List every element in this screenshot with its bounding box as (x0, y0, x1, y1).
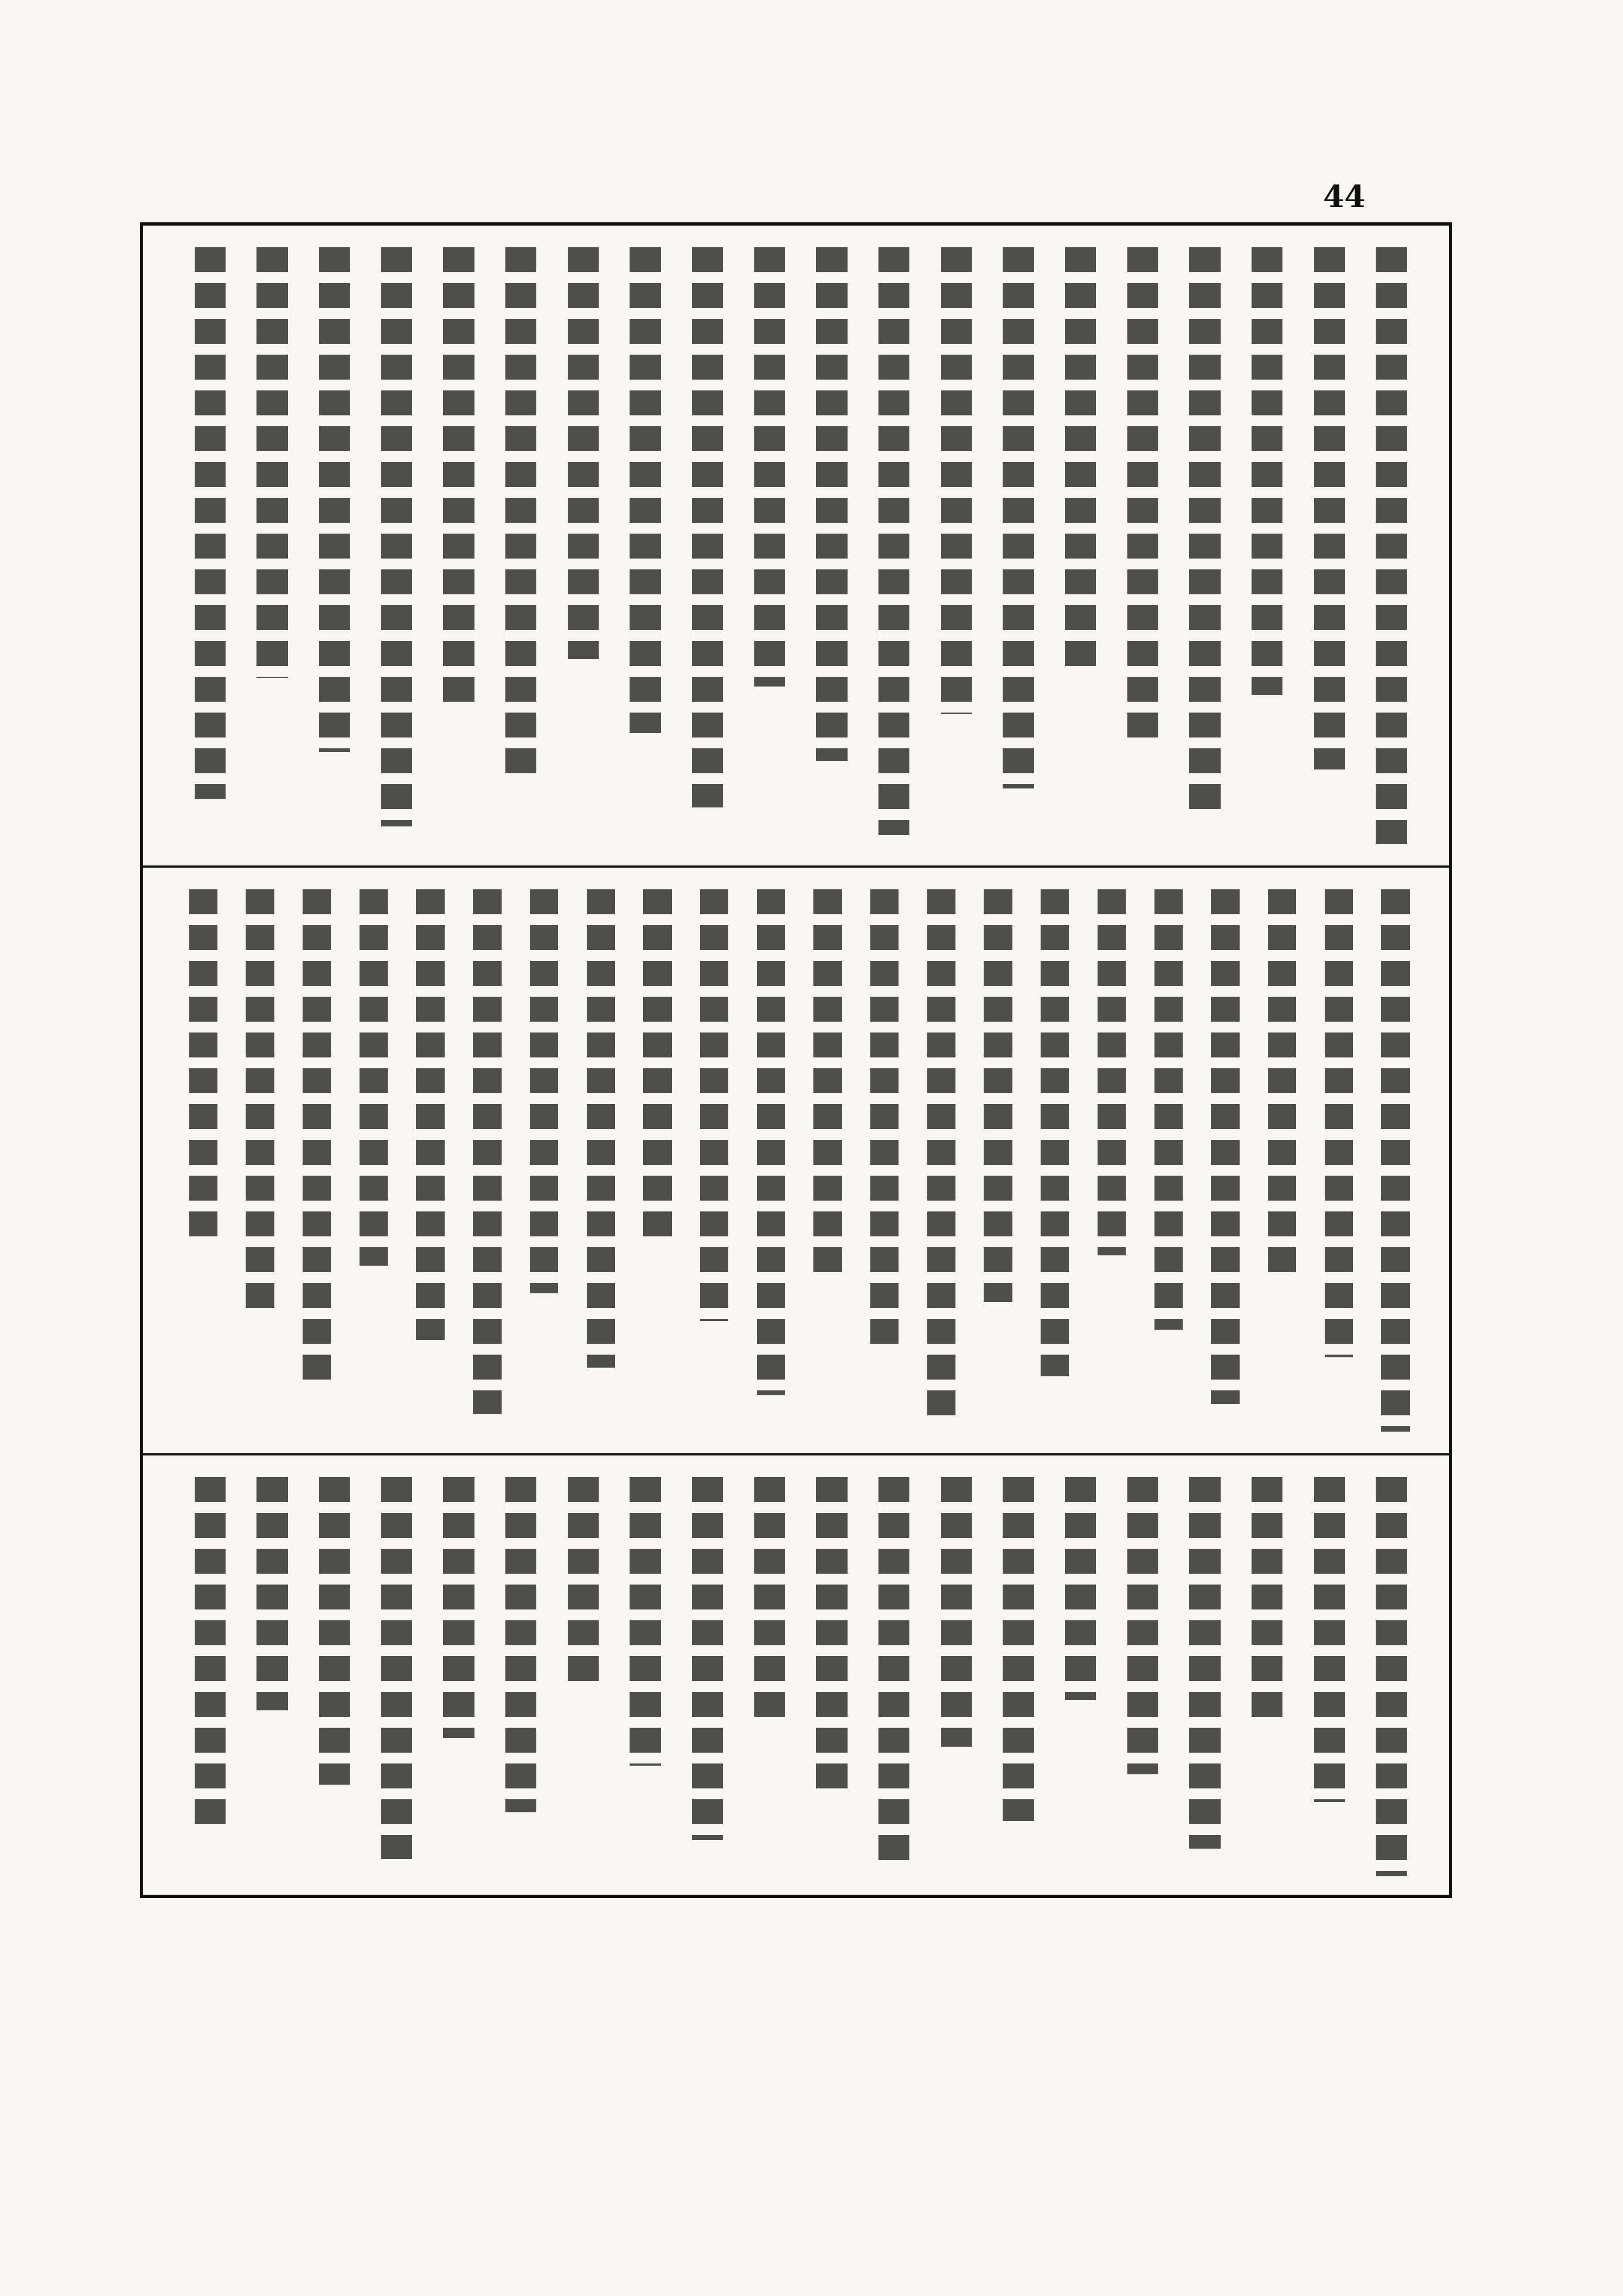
text-column (381, 247, 412, 826)
text-column (870, 889, 899, 1349)
text-column (941, 1477, 972, 1747)
text-column (1252, 247, 1282, 695)
text-column (1098, 889, 1126, 1255)
text-column (189, 889, 217, 1238)
text-column (530, 889, 558, 1293)
text-column (700, 889, 728, 1321)
section-middle (143, 868, 1449, 1453)
text-column (754, 247, 785, 687)
text-column (1381, 889, 1409, 1432)
text-column (1268, 889, 1296, 1283)
text-column (630, 247, 660, 733)
text-column (1189, 247, 1220, 816)
text-column (246, 889, 274, 1312)
text-column (319, 247, 350, 752)
text-column (941, 247, 972, 714)
text-column (1127, 247, 1158, 742)
text-column (256, 247, 287, 678)
text-column (195, 1477, 226, 1831)
text-column (1376, 247, 1407, 844)
text-column (416, 889, 444, 1340)
text-column (1314, 1477, 1345, 1802)
text-column (984, 889, 1012, 1302)
text-column (443, 247, 474, 706)
text-column (927, 889, 955, 1423)
text-column (630, 1477, 660, 1766)
text-column (381, 1477, 412, 1859)
text-column (443, 1477, 474, 1738)
text-column (1041, 889, 1069, 1376)
text-column (816, 247, 847, 761)
text-column (587, 889, 615, 1368)
text-column (505, 1477, 536, 1812)
text-column (319, 1477, 350, 1785)
text-column (1189, 1477, 1220, 1849)
text-column (1065, 247, 1096, 668)
text-column (878, 1477, 909, 1868)
text-column (568, 247, 599, 659)
text-column (813, 889, 842, 1274)
text-column (256, 1477, 287, 1710)
text-column (878, 247, 909, 835)
text-column (643, 889, 671, 1247)
text-column (303, 889, 331, 1387)
dictionary-frame (140, 222, 1452, 1898)
text-column (754, 1477, 785, 1719)
page-number: 44 (1323, 179, 1365, 215)
text-column (1314, 247, 1345, 769)
text-column (568, 1477, 599, 1691)
text-column (692, 1477, 723, 1840)
text-column (1325, 889, 1353, 1357)
text-column (1065, 1477, 1096, 1700)
text-column (1211, 889, 1239, 1404)
text-column (757, 889, 785, 1395)
section-bottom (143, 1455, 1449, 1898)
text-column (195, 247, 226, 799)
text-column (360, 889, 388, 1266)
text-column (1252, 1477, 1282, 1728)
section-top (143, 226, 1449, 865)
text-column (692, 247, 723, 807)
text-column (1003, 247, 1034, 788)
text-column (1003, 1477, 1034, 1821)
text-column (473, 889, 501, 1414)
text-column (816, 1477, 847, 1793)
text-column (1154, 889, 1183, 1330)
text-column (1376, 1477, 1407, 1876)
text-column (505, 247, 536, 780)
text-column (1127, 1477, 1158, 1774)
